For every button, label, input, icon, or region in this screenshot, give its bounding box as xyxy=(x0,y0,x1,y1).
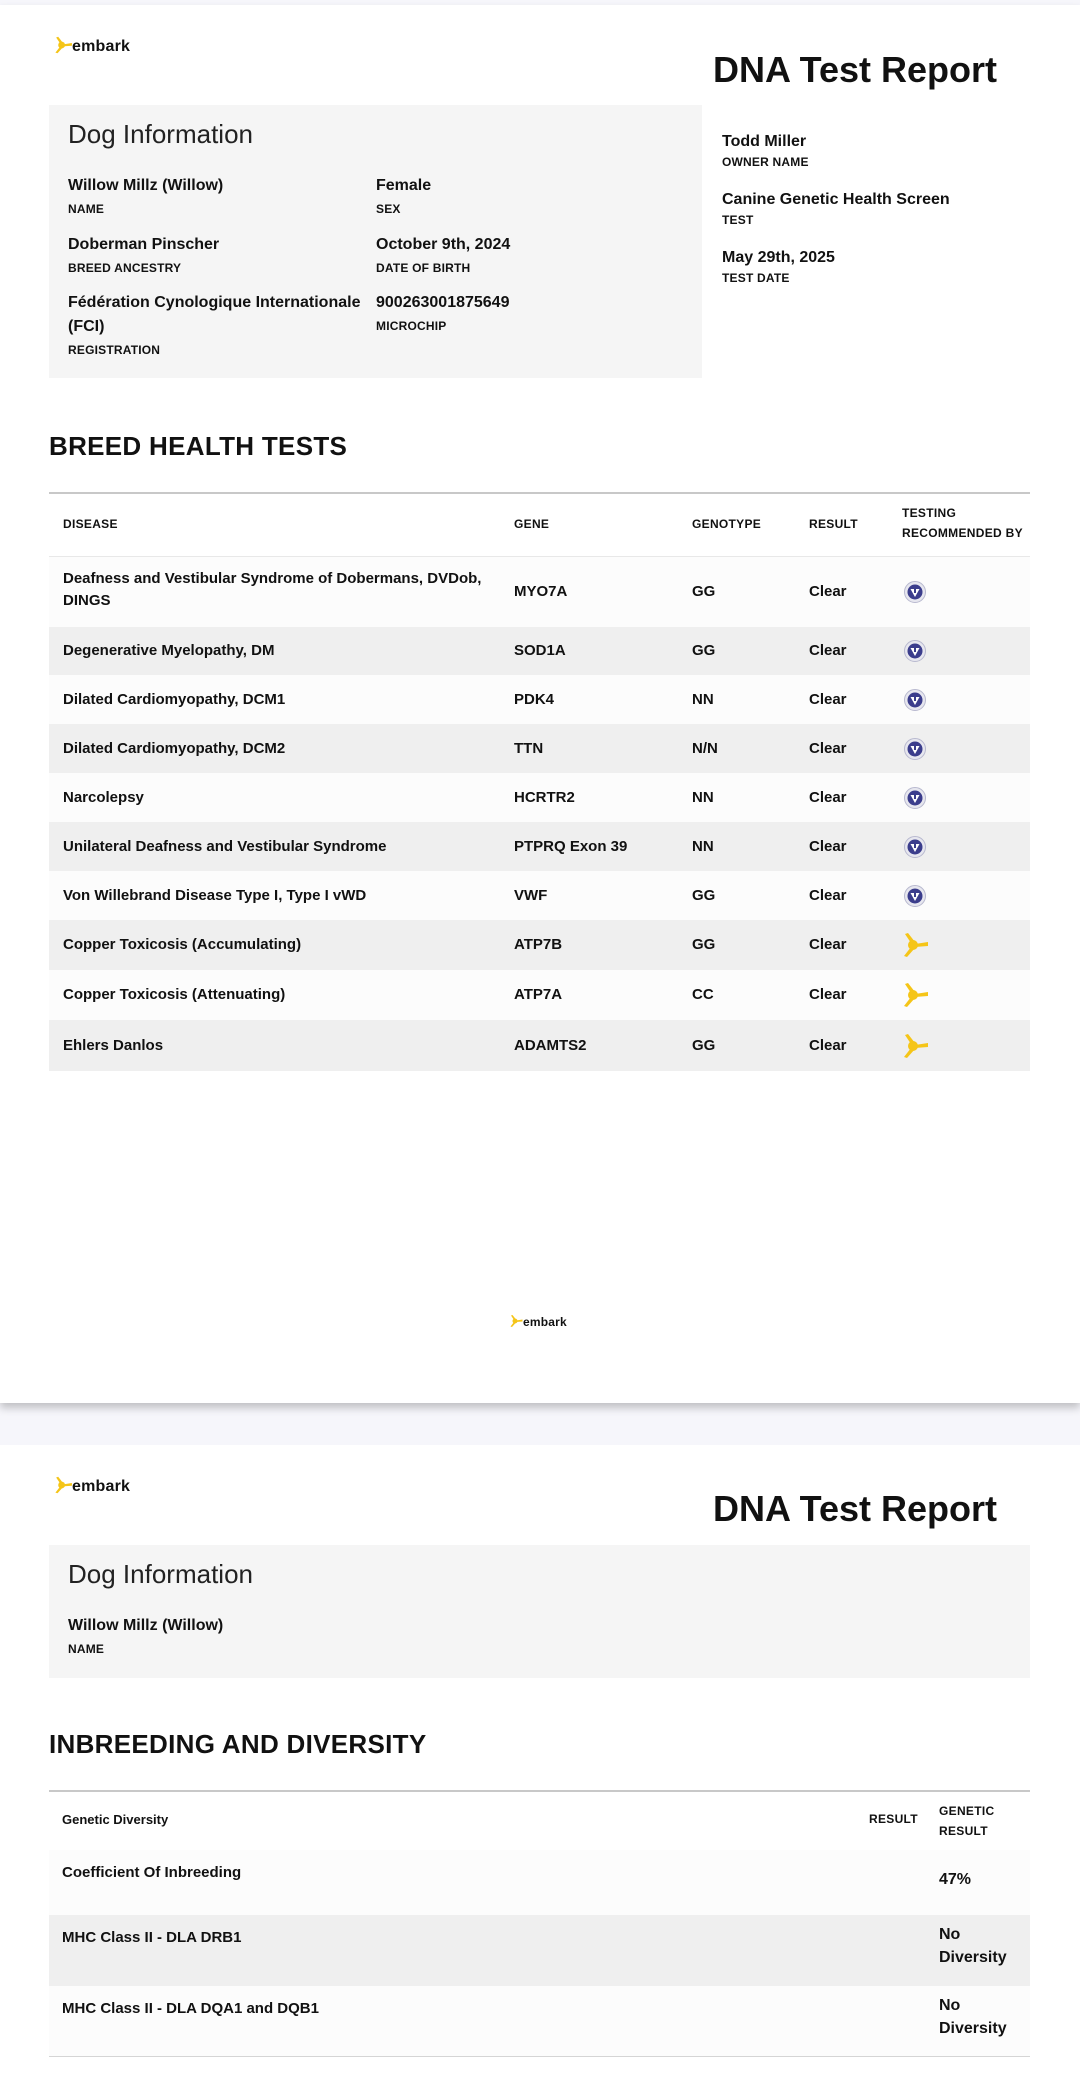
vet-seal-icon xyxy=(904,885,926,907)
recommended-by-header-line2: RECOMMENDED BY xyxy=(902,526,1023,540)
registration-label: REGISTRATION xyxy=(68,343,161,357)
table-row xyxy=(49,724,1030,773)
owner-name-value: Todd Miller xyxy=(722,133,807,150)
dog-information-title: Dog Information xyxy=(68,119,253,149)
table-row xyxy=(49,627,1030,675)
report-title: DNA Test Report xyxy=(713,49,998,90)
vet-seal-icon xyxy=(904,581,926,603)
genetic-diversity-name-cell: MHC Class II - DLA DQA1 and DQB1 xyxy=(62,2000,319,2017)
genetic-result-line1: 47% xyxy=(939,1871,972,1888)
genetic-result-line2: Diversity xyxy=(939,1949,1007,1966)
genotype-cell: GG xyxy=(692,642,716,659)
disease-column-header: DISEASE xyxy=(63,517,118,531)
disease-cell: Copper Toxicosis (Accumulating) xyxy=(63,936,302,953)
microchip-label: MICROCHIP xyxy=(376,319,447,333)
genotype-cell: GG xyxy=(692,886,716,904)
report-title: DNA Test Report xyxy=(713,1488,998,1529)
gene-cell: TTN xyxy=(514,739,544,757)
disease-cell: Ehlers Danlos xyxy=(63,1036,164,1054)
embark-star-icon xyxy=(52,34,74,56)
embark-wordmark: embark xyxy=(72,1478,131,1495)
dog-sex-label: SEX xyxy=(376,202,401,216)
vet-seal-icon xyxy=(904,640,926,662)
table-row xyxy=(49,1986,1030,2057)
breed-ancestry-value: Doberman Pinscher xyxy=(68,236,220,253)
table-row xyxy=(49,970,1030,1020)
recommended-by-column-header xyxy=(902,503,1023,543)
result-column-header: RESULT xyxy=(869,1812,918,1826)
genetic-result-cell xyxy=(939,1868,971,1891)
result-cell: Clear xyxy=(809,788,847,806)
dog-name-label: NAME xyxy=(68,1642,105,1656)
gene-cell: MYO7A xyxy=(514,583,568,600)
disease-cell: Copper Toxicosis (Attenuating) xyxy=(63,986,286,1003)
genetic-result-line1: No xyxy=(939,1926,961,1943)
vet-seal-icon xyxy=(904,689,926,711)
test-date-value: May 29th, 2025 xyxy=(722,249,835,266)
embark-wordmark: embark xyxy=(72,38,131,55)
breed-ancestry-field xyxy=(68,233,219,275)
genetic-result-header-line2: RESULT xyxy=(939,1824,988,1838)
breed-health-tests-title: BREED HEALTH TESTS xyxy=(49,431,348,461)
genotype-cell: CC xyxy=(692,986,714,1003)
embark-star-icon xyxy=(52,1474,74,1496)
gene-cell: ADAMTS2 xyxy=(514,1036,587,1054)
embark-star-icon xyxy=(899,1030,931,1062)
genetic-result-header-line1: GENETIC xyxy=(939,1804,995,1818)
test-field xyxy=(722,189,950,227)
vet-seal-icon xyxy=(904,738,926,760)
embark-wordmark: embark xyxy=(523,1315,567,1329)
table-row xyxy=(49,871,1030,920)
breed-ancestry-label: BREED ANCESTRY xyxy=(68,261,182,275)
genetic-diversity-name-cell: MHC Class II - DLA DRB1 xyxy=(62,1929,242,1946)
dog-name-field xyxy=(68,174,223,216)
gene-cell: PTPRQ Exon 39 xyxy=(514,837,628,855)
disease-cell: Narcolepsy xyxy=(63,788,144,806)
embark-star-icon xyxy=(899,979,931,1011)
disease-cell: Dilated Cardiomyopathy, DCM2 xyxy=(63,739,286,757)
result-cell: Clear xyxy=(809,837,847,855)
vet-seal-icon xyxy=(904,787,926,809)
test-date-field xyxy=(722,247,835,285)
footer-embark-logo xyxy=(508,1312,567,1329)
result-cell: Clear xyxy=(809,642,847,659)
genotype-cell: NN xyxy=(692,788,714,806)
table-header-row xyxy=(49,1792,1030,1850)
table-row xyxy=(49,822,1030,871)
table-row xyxy=(49,1850,1030,1915)
table-row xyxy=(49,773,1030,822)
test-date-label: TEST DATE xyxy=(722,271,790,285)
genetic-result-line1: No xyxy=(939,1997,961,2014)
owner-name-field xyxy=(722,131,809,169)
gene-cell: ATP7B xyxy=(514,936,563,953)
gene-cell: VWF xyxy=(514,886,548,904)
dog-name-value: Willow Millz (Willow) xyxy=(68,177,224,194)
genetic-result-cell xyxy=(939,1994,1007,2040)
genotype-cell: NN xyxy=(692,690,714,708)
table-row xyxy=(49,675,1030,724)
date-of-birth-value: October 9th, 2024 xyxy=(376,236,511,253)
dog-name-value: Willow Millz (Willow) xyxy=(68,1617,224,1634)
table-row xyxy=(49,920,1030,970)
disease-cell: Degenerative Myelopathy, DM xyxy=(63,642,275,659)
inbreeding-diversity-title: INBREEDING AND DIVERSITY xyxy=(49,1729,427,1759)
table-row xyxy=(49,557,1030,627)
vet-seal-icon xyxy=(904,836,926,858)
registration-field xyxy=(68,291,363,357)
embark-star-icon xyxy=(508,1313,524,1329)
dog-name-field xyxy=(68,1614,223,1656)
owner-name-label: OWNER NAME xyxy=(722,155,809,169)
dog-information-title: Dog Information xyxy=(68,1559,253,1589)
gene-cell: SOD1A xyxy=(514,642,566,659)
microchip-value: 900263001875649 xyxy=(376,294,510,311)
disease-cell: Von Willebrand Disease Type I, Type I vWD xyxy=(63,886,367,904)
microchip-field xyxy=(376,291,509,333)
genotype-cell: NN xyxy=(692,837,714,855)
gene-cell: ATP7A xyxy=(514,986,563,1003)
genotype-cell: GG xyxy=(692,1036,716,1054)
result-column-header: RESULT xyxy=(809,517,858,531)
embark-logo xyxy=(52,34,130,56)
genotype-column-header: GENOTYPE xyxy=(692,517,762,531)
genetic-result-column-header xyxy=(939,1801,994,1841)
report-page-2 xyxy=(0,1445,1080,2091)
result-cell: Clear xyxy=(809,1036,847,1054)
table-row xyxy=(49,1915,1030,1986)
dog-name-label: NAME xyxy=(68,202,105,216)
dog-sex-field xyxy=(376,174,431,216)
result-cell: Clear xyxy=(809,583,847,600)
gene-cell: PDK4 xyxy=(514,690,555,708)
genetic-diversity-column-header: Genetic Diversity xyxy=(62,1812,169,1827)
test-label: TEST xyxy=(722,213,754,227)
registration-value: Fédération Cynologique Internationale (FCI) xyxy=(68,294,361,335)
genotype-cell: GG xyxy=(692,936,716,953)
embark-logo xyxy=(52,1474,130,1496)
disease-cell: Unilateral Deafness and Vestibular Syndrome xyxy=(63,837,387,855)
breed-health-tests-table xyxy=(49,492,1030,1071)
disease-cell: Deafness and Vestibular Syndrome of Dobermans, DVDob, DINGS xyxy=(63,570,482,609)
embark-star-icon xyxy=(899,929,931,961)
table-row xyxy=(49,1020,1030,1071)
genetic-diversity-name-cell: Coefficient Of Inbreeding xyxy=(62,1864,242,1881)
dog-information-panel xyxy=(49,105,702,378)
result-cell: Clear xyxy=(809,739,847,757)
date-of-birth-label: DATE OF BIRTH xyxy=(376,261,471,275)
dog-information-panel xyxy=(49,1545,1030,1678)
gene-cell: HCRTR2 xyxy=(514,788,575,806)
result-cell: Clear xyxy=(809,936,847,953)
result-cell: Clear xyxy=(809,690,847,708)
genetic-result-cell xyxy=(939,1923,1007,1969)
genotype-cell: N/N xyxy=(692,739,718,757)
recommended-by-header-line1: TESTING xyxy=(902,506,957,520)
disease-cell: Dilated Cardiomyopathy, DCM1 xyxy=(63,690,286,708)
dog-sex-value: Female xyxy=(376,177,432,194)
genotype-cell: GG xyxy=(692,583,716,600)
test-value: Canine Genetic Health Screen xyxy=(722,191,950,208)
gene-column-header: GENE xyxy=(514,517,550,531)
inbreeding-diversity-table xyxy=(49,1790,1030,2057)
genetic-result-line2: Diversity xyxy=(939,2020,1007,2037)
result-cell: Clear xyxy=(809,886,847,904)
result-cell: Clear xyxy=(809,986,847,1003)
date-of-birth-field xyxy=(376,233,510,275)
table-header-row xyxy=(49,494,1030,557)
report-page-1 xyxy=(0,5,1080,1403)
